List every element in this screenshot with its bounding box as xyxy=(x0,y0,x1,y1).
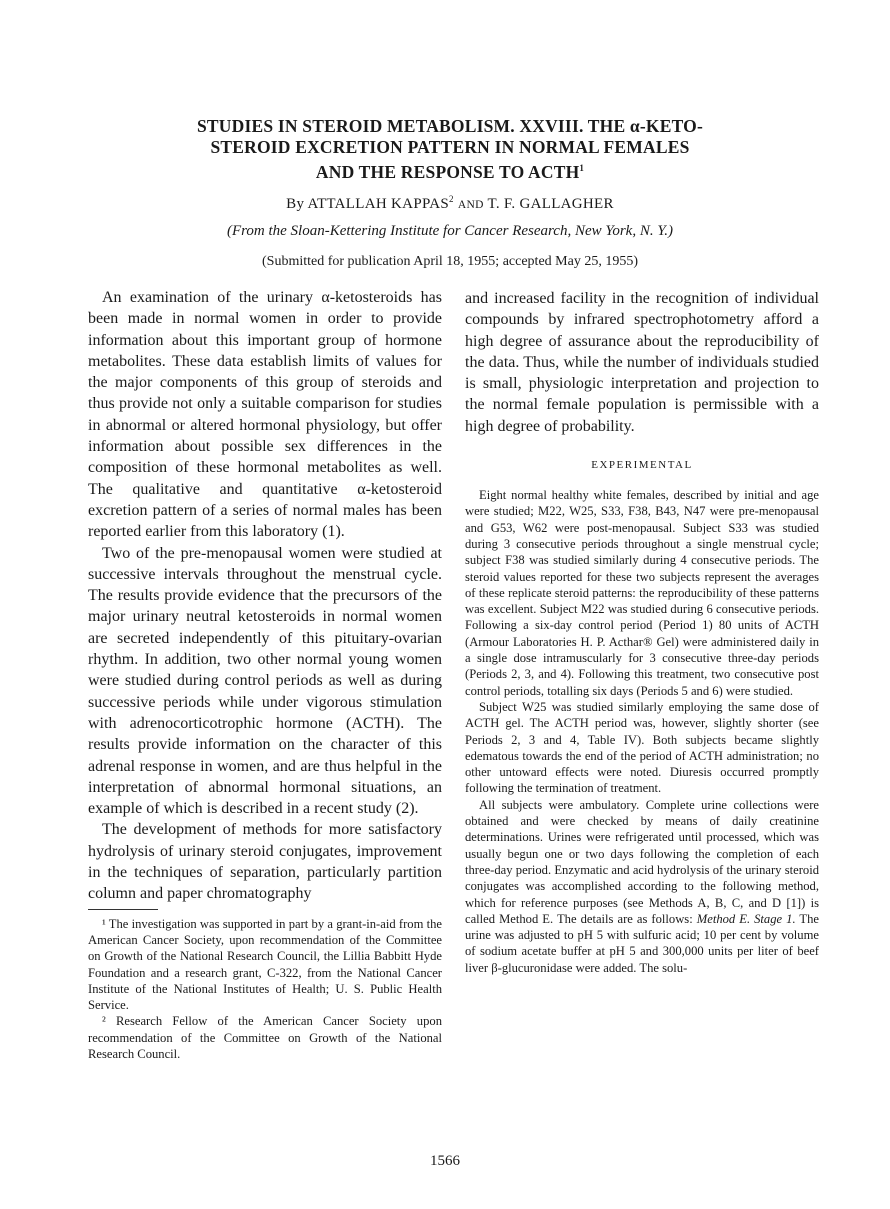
author-name: ATTALLAH KAPPAS xyxy=(307,195,449,212)
footnote-marker: 1 xyxy=(579,163,585,173)
body-paragraph: Two of the pre-menopausal women were studied at successive intervals throughout the menstrual cycle. The results provide evidence that the precursors of the major urinary neutral ketosteroids in normal women are secreted independently of this pituitary-ovarian rhythm. In addition, two other normal young women were studied during control periods as well as during successive periods while under vigorous stimulation with adrenocorticotrophic hormone (ACTH). The results provide information on the character of this adrenal response in women, and are thus helpful in the interpretation of abnormal hormonal situations, an example of which is described in a recent study (2). xyxy=(88,544,442,818)
body-paragraph: The development of methods for more satisfactory hydrolysis of urinary steroid conjugates, improvement in the techniques of separation, particularly partition column and paper chromatography xyxy=(88,821,442,903)
body-paragraph: All subjects were ambulatory. Complete urine collections were obtained and were checked by means of daily creatinine determinations. Urines were refrigerated until processed, which was usually begun one or two days following the completion of each three-day period. Enzymatic and acid hydrolysis of the urinary steroid conjugates was accomplished according to the following method, which for reference purposes (see Methods A, B, C, and D [1]) is called Method E. The details are as follows: Method E. Stage 1. The urine was adjusted to pH 5 with sulfuric acid; 10 per cent by volume of sodium acetate buffer at pH 5 and 300,000 units per liter of beef liver β-glucuronidase were added. The solu- xyxy=(465,797,819,975)
left-column xyxy=(88,287,442,1062)
method-label: Method E. Stage 1. xyxy=(696,911,796,926)
submission-dates: (Submitted for publication April 18, 1955; accepted May 25, 1955) xyxy=(262,253,638,269)
title-line: STUDIES IN STEROID METABOLISM. XXVIII. THE α-KETO- xyxy=(197,116,703,136)
affiliation: (From the Sloan-Kettering Institute for Cancer Research, New York, N. Y.) xyxy=(226,222,674,239)
section-heading: EXPERIMENTAL xyxy=(591,459,693,472)
body-paragraph: An examination of the urinary α-ketosteroids has been made in normal women in order to provide information about this important group of hormone metabolites. These data establish limits of values for the major components of this group of steroids and thus provide not only a suitable comparison for studies in abnormal or altered hormonal physiology, but offer information about possible sex differences in the composition of these hormonal metabolites as well. The qualitative and quantitative α-ketosteroid excretion pattern of a series of normal males has been reported earlier from this laboratory (1). xyxy=(88,289,442,541)
article-header xyxy=(90,116,810,270)
title-line: STEROID EXCRETION PATTERN IN NORMAL FEMALES xyxy=(210,137,690,157)
body-paragraph: and increased facility in the recognition of individual compounds by infrared spectrophotometry afford a high degree of assurance about the reproducibility of the data. Thus, while the number of individuals studied is small, physiologic interpretation and projection to the normal female population is permissible with a high degree of probability. xyxy=(465,290,819,435)
body-paragraph: Subject W25 was studied similarly employing the same dose of ACTH gel. The ACTH period was, however, slightly shorter (see Periods 2, 3 and 4, Table IV). Both subjects became slightly edematous towards the end of the period of ACTH administration; no other untoward effects were noted. Diuresis occurred promptly following the termination of treatment. xyxy=(465,699,819,796)
footnote-marker: 2 xyxy=(449,193,454,204)
title-line: AND THE RESPONSE TO ACTH$^1$ xyxy=(315,161,585,182)
footnote-divider xyxy=(88,909,158,910)
author-name: T. F. GALLAGHER xyxy=(487,195,614,212)
right-column xyxy=(465,288,819,976)
page-number: 1566 xyxy=(430,1153,460,1169)
article-title xyxy=(90,116,810,183)
footnote: ² Research Fellow of the American Cancer Society upon recommendation of the Committee on Growth of the National Research Council. xyxy=(88,1014,442,1061)
by-label: By xyxy=(286,195,305,212)
body-paragraph: Eight normal healthy white females, described by initial and age were studied; M22, W25, S33, F38, B43, N47 were pre-menopausal and G53, W62 were post-menopausal. Subject S33 was studied during 3 consecutive periods throughout a single menstrual cycle; subject F38 was studied similarly during 4 consecutive periods. The steroid values reported for these two subjects represent the averages of these replicate steroid patterns: the reproducibility of these patterns was excellent. Subject M22 was studied during 6 consecutive periods. Following a six-day control period (Period 1) 80 units of ACTH (Armour Laboratories H. P. Acthar® Gel) were administered daily in a single dose intramuscularly for 3 consecutive three-day periods (Periods 2, 3, and 4). Following this treatment, two consecutive post control periods, totalling six days (Periods 5 and 6) were studied. xyxy=(465,488,819,698)
and-label: AND xyxy=(457,198,484,211)
author-line xyxy=(90,194,810,213)
footnote: ¹ The investigation was supported in part by a grant-in-aid from the American Cancer Society, upon recommendation of the Committee on Growth of the National Research Council, the Lillia Babbitt Hyde Foundation and a research grant, C-322, from the National Cancer Institute of the National Institutes of Health; U. S. Public Health Service. xyxy=(88,916,442,1013)
